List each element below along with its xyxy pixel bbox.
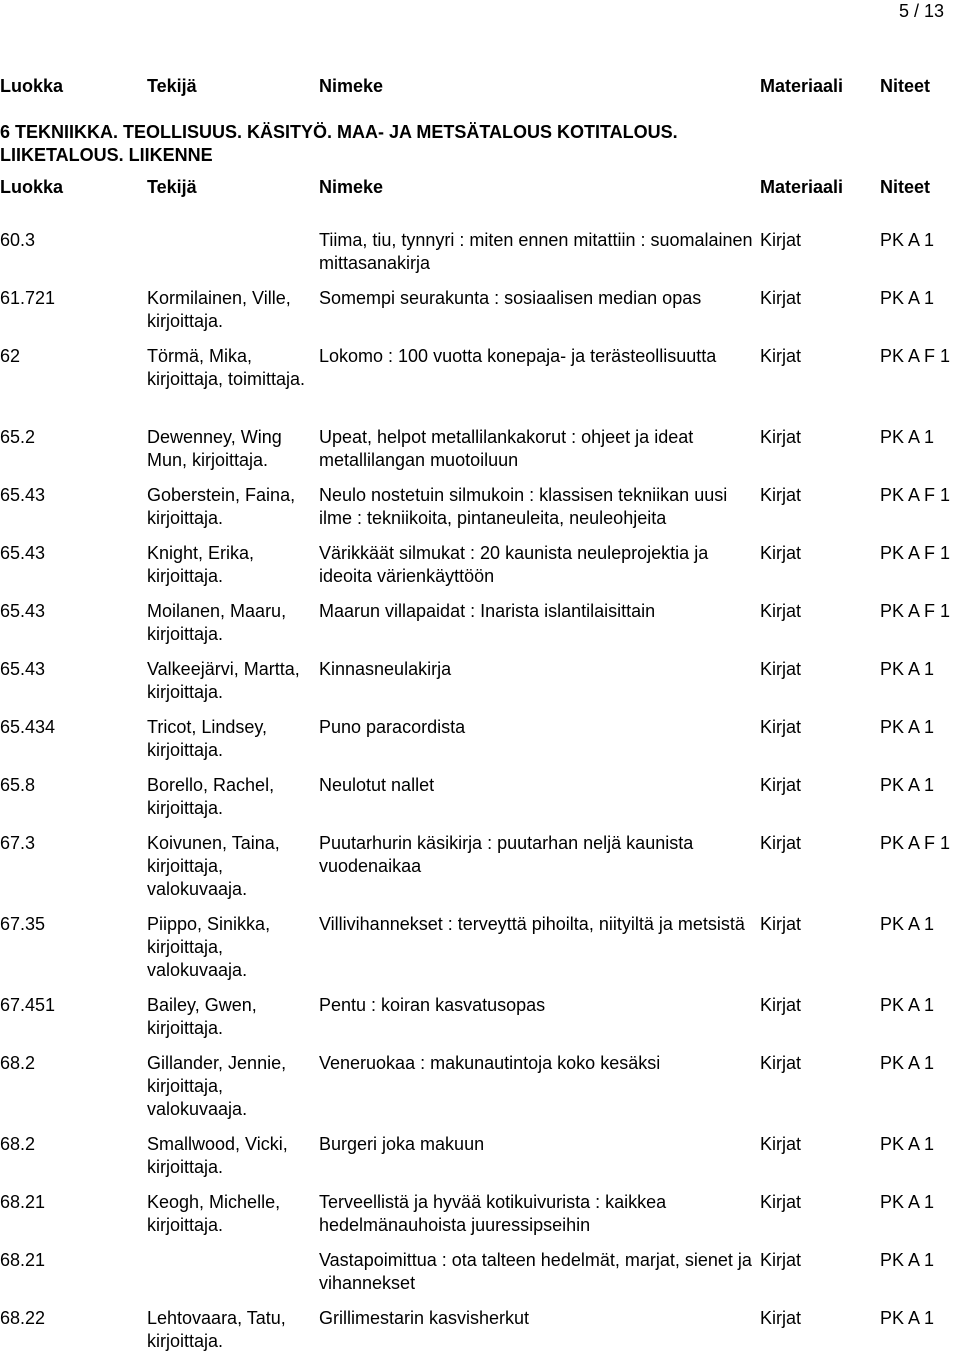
row-tekija: Piippo, Sinikka, kirjoittaja, valokuvaaja.	[147, 914, 271, 980]
row-luokka: 68.21	[0, 1192, 46, 1212]
row-luokka: 65.434	[0, 717, 56, 737]
row-nimeke: Upeat, helpot metallilankakorut : ohjeet ja ideat metallilangan muotoiluun	[319, 427, 694, 470]
row-tekija: Tricot, Lindsey, kirjoittaja.	[147, 717, 268, 760]
row-materiaali: Kirjat	[760, 485, 802, 505]
row-tekija: Törmä, Mika, kirjoittaja, toimittaja.	[147, 346, 306, 389]
row-niteet: PK A F 1	[880, 833, 951, 853]
row-nimeke: Somempi seurakunta : sosiaalisen median opas	[319, 288, 702, 308]
row-luokka: 67.451	[0, 995, 56, 1015]
row-nimeke: Lokomo : 100 vuotta konepaja- ja terästeollisuutta	[319, 346, 717, 366]
row-materiaali: Kirjat	[760, 427, 802, 447]
header-materiaali: Materiaali	[760, 76, 844, 96]
row-tekija: Gillander, Jennie, kirjoittaja, valokuvaaja.	[147, 1053, 287, 1119]
row-niteet: PK A 1	[880, 775, 935, 795]
row-materiaali: Kirjat	[760, 1192, 802, 1212]
row-nimeke: Neulo nostetuin silmukoin : klassisen tekniikan uusi ilme : tekniikoita, pintaneuleita, neuleohjeita	[319, 485, 728, 528]
row-nimeke: Burgeri joka makuun	[319, 1134, 485, 1154]
row-nimeke: Pentu : koiran kasvatusopas	[319, 995, 546, 1015]
row-luokka: 65.43	[0, 601, 46, 621]
row-luokka: 65.8	[0, 775, 36, 795]
row-materiaali: Kirjat	[760, 914, 802, 934]
row-niteet: PK A 1	[880, 427, 935, 447]
row-materiaali: Kirjat	[760, 717, 802, 737]
row-niteet: PK A F 1	[880, 346, 951, 366]
row-materiaali: Kirjat	[760, 1053, 802, 1073]
row-tekija: Valkeejärvi, Martta, kirjoittaja.	[147, 659, 300, 702]
row-materiaali: Kirjat	[760, 543, 802, 563]
row-nimeke: Maarun villapaidat : Inarista islantilaisittain	[319, 601, 656, 621]
row-tekija: Lehtovaara, Tatu, kirjoittaja.	[147, 1308, 286, 1351]
row-luokka: 68.22	[0, 1308, 46, 1328]
row-materiaali: Kirjat	[760, 659, 802, 679]
row-nimeke: Grillimestarin kasvisherkut	[319, 1308, 530, 1328]
row-nimeke: Neulotut nallet	[319, 775, 435, 795]
header-luokka: Luokka	[0, 177, 64, 197]
row-luokka: 67.35	[0, 914, 46, 934]
header-tekija: Tekijä	[147, 76, 197, 96]
row-niteet: PK A 1	[880, 995, 935, 1015]
row-luokka: 68.2	[0, 1053, 36, 1073]
row-niteet: PK A 1	[880, 1308, 935, 1328]
row-luokka: 62	[0, 346, 21, 366]
row-nimeke: Villivihannekset : terveyttä pihoilta, niityiltä ja metsistä	[319, 914, 745, 934]
header-niteet: Niteet	[880, 177, 931, 197]
row-luokka: 68.21	[0, 1250, 46, 1270]
row-luokka: 67.3	[0, 833, 36, 853]
row-tekija: Smallwood, Vicki, kirjoittaja.	[147, 1134, 288, 1177]
row-luokka: 65.43	[0, 485, 46, 505]
row-tekija: Goberstein, Faina, kirjoittaja.	[147, 485, 296, 528]
row-nimeke: Tiima, tiu, tynnyri : miten ennen mitattiin : suomalainen mittasanakirja	[319, 230, 753, 273]
row-niteet: PK A 1	[880, 914, 935, 934]
row-luokka: 65.43	[0, 659, 46, 679]
row-materiaali: Kirjat	[760, 1308, 802, 1328]
row-materiaali: Kirjat	[760, 230, 802, 250]
row-nimeke: Puutarhurin käsikirja : puutarhan neljä kaunista vuodenaikaa	[319, 833, 694, 876]
row-materiaali: Kirjat	[760, 601, 802, 621]
row-materiaali: Kirjat	[760, 1134, 802, 1154]
row-nimeke: Vastapoimittua : ota talteen hedelmät, marjat, sienet ja vihannekset	[319, 1250, 752, 1293]
section-title: 6 TEKNIIKKA. TEOLLISUUS. KÄSITYÖ. MAA- JA METSÄTALOUS KOTITALOUS. LIIKETALOUS. LIIKENNE	[0, 122, 678, 165]
header-materiaali: Materiaali	[760, 177, 844, 197]
header-luokka: Luokka	[0, 76, 64, 96]
row-luokka: 61.721	[0, 288, 56, 308]
row-tekija: Dewenney, Wing Mun, kirjoittaja.	[147, 427, 282, 470]
row-materiaali: Kirjat	[760, 1250, 802, 1270]
row-nimeke: Värikkäät silmukat : 20 kaunista neuleprojektia ja ideoita värienkäyttöön	[319, 543, 709, 586]
row-tekija: Moilanen, Maaru, kirjoittaja.	[147, 601, 287, 644]
row-nimeke: Veneruokaa : makunautintoja koko kesäksi	[319, 1053, 661, 1073]
header-nimeke: Nimeke	[319, 76, 384, 96]
row-niteet: PK A 1	[880, 1192, 935, 1212]
row-niteet: PK A F 1	[880, 601, 951, 621]
row-materiaali: Kirjat	[760, 346, 802, 366]
row-niteet: PK A F 1	[880, 485, 951, 505]
row-nimeke: Kinnasneulakirja	[319, 659, 452, 679]
row-tekija: Bailey, Gwen, kirjoittaja.	[147, 995, 257, 1038]
row-luokka: 68.2	[0, 1134, 36, 1154]
row-niteet: PK A 1	[880, 717, 935, 737]
header-nimeke: Nimeke	[319, 177, 384, 197]
row-niteet: PK A 1	[880, 659, 935, 679]
row-luokka: 65.43	[0, 543, 46, 563]
row-tekija: Keogh, Michelle, kirjoittaja.	[147, 1192, 281, 1235]
row-niteet: PK A 1	[880, 1053, 935, 1073]
row-niteet: PK A 1	[880, 1134, 935, 1154]
header-tekija: Tekijä	[147, 177, 197, 197]
row-niteet: PK A F 1	[880, 543, 951, 563]
row-tekija: Koivunen, Taina, kirjoittaja, valokuvaaja.	[147, 833, 280, 899]
row-materiaali: Kirjat	[760, 833, 802, 853]
row-nimeke: Puno paracordista	[319, 717, 466, 737]
row-materiaali: Kirjat	[760, 288, 802, 308]
row-tekija: Knight, Erika, kirjoittaja.	[147, 543, 255, 586]
row-niteet: PK A 1	[880, 230, 935, 250]
row-materiaali: Kirjat	[760, 775, 802, 795]
row-nimeke: Terveellistä ja hyvää kotikuivurista : kaikkea hedelmänauhoista juuressipseihin	[319, 1192, 667, 1235]
row-tekija: Kormilainen, Ville, kirjoittaja.	[147, 288, 291, 331]
row-niteet: PK A 1	[880, 288, 935, 308]
row-luokka: 60.3	[0, 230, 36, 250]
header-niteet: Niteet	[880, 76, 931, 96]
row-luokka: 65.2	[0, 427, 36, 447]
row-materiaali: Kirjat	[760, 995, 802, 1015]
row-tekija: Borello, Rachel, kirjoittaja.	[147, 775, 275, 818]
row-niteet: PK A 1	[880, 1250, 935, 1270]
page-number: 5 / 13	[898, 1, 944, 21]
